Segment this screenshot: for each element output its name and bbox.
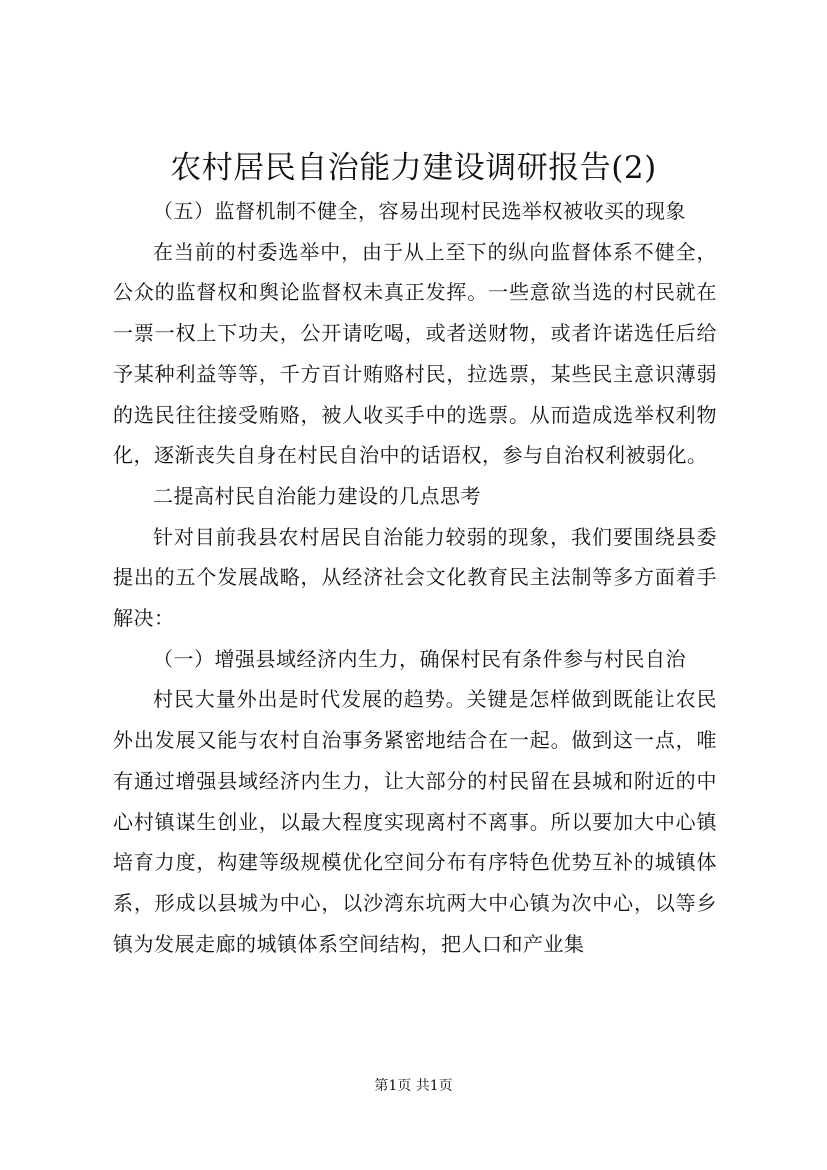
section-heading-1: （一）增强县域经济内生力，确保村民有条件参与村民自治 [153,646,686,671]
document-title: 农村居民自治能力建设调研报告(2) [170,150,657,186]
document-body [113,191,717,964]
paragraph-strategy: 针对目前我县农村居民自治能力较弱的现象，我们要围绕县委提出的五个发展战略，从经济社会文化教育民主法制等多方面着手解决： [113,524,717,631]
paragraph-economy: 村民大量外出是时代发展的趋势。关键是怎样做到既能让农民外出发展又能与农村自治事务紧密地结合在一起。做到这一点，唯有通过增强县域经济内生力，让大部分的村民留在县城和附近的中心村镇谋生创业，以最大程度实现离村不离事。所以要加大中心镇培育力度，构建等级规模优化空间分布有序特色优势互补的城镇体系，形成以县城为中心，以沙湾东坑两大中心镇为次中心，以等乡镇为发展走廊的城镇体系空间结构，把人口和产业集 [113,687,717,956]
section-heading-2: 二提高村民自治能力建设的几点思考 [153,483,481,508]
section-heading-5: （五）监督机制不健全，容易出现村民选举权被收买的现象 [153,199,686,223]
paragraph-election: 在当前的村委选举中，由于从上至下的纵向监督体系不健全，公众的监督权和舆论监督权未真正发挥。一些意欲当选的村民就在一票一权上下功夫，公开请吃喝，或者送财物，或者许诺选任后给予某种利益等等，千方百计贿赂村民，拉选票，某些民主意识薄弱的选民往往接受贿赂，被人收买手中的选票。从而造成选举权利物化，逐渐丧失自身在村民自治中的话语权，参与自治权利被弱化。 [113,239,717,468]
page-footer: 第1页 共1页 [374,1078,453,1094]
